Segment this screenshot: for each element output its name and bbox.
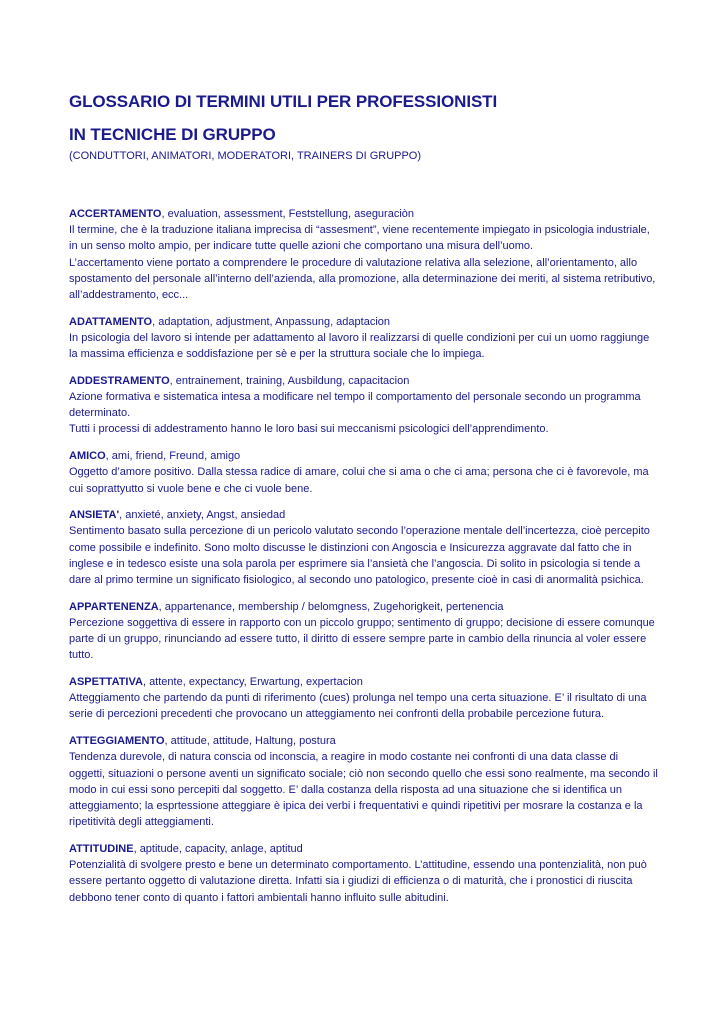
glossary-entry — [69, 674, 669, 723]
glossary-entry — [69, 448, 669, 497]
entry-translations: , attitude, attitude, Haltung, postura — [164, 735, 336, 748]
glossary-entry — [69, 314, 669, 363]
entry-translations: , ami, friend, Freund, amigo — [105, 450, 241, 463]
entry-heading — [69, 841, 669, 857]
glossary-entry — [69, 507, 669, 588]
entry-heading — [69, 733, 669, 749]
glossary-entry — [69, 206, 669, 303]
entry-term: ACCERTAMENTO — [69, 208, 162, 220]
document-subtitle: (CONDUTTORI, ANIMATORI, MODERATORI, TRAINERS DI GRUPPO) — [69, 150, 422, 162]
entry-translations: , adaptation, adjustment, Anpassung, adaptacion — [152, 315, 391, 328]
document-title-line2: IN TECNICHE DI GRUPPO — [69, 125, 276, 144]
entry-term: ASPETTATIVA — [69, 676, 143, 689]
entry-translations: , evaluation, assessment, Feststellung, aseguraciòn — [161, 208, 415, 220]
entry-heading — [69, 507, 669, 523]
entry-term: ATTITUDINE — [69, 842, 134, 855]
document-title-line1: GLOSSARIO DI TERMINI UTILI PER PROFESSIONISTI — [69, 92, 498, 111]
entry-definition: Tendenza durevole, di natura conscia od inconscia, a reagire in modo costante nei confronti di una data classe di oggetti, situazioni o persone aventi un significato sociale; ciò non secondo quello che essi sono realmente, ma secondo il modo in cui essi sono percepiti dal soggetto. E’ dalla costanza della risposta ad una situazione che si identifica un atteggiamento; la esprtessione atteggiare è ipica dei verbi i frequentativi e quindi ripetitivi per mosrare la costanza e la ripetitività degli atteggiamenti. — [69, 751, 658, 829]
entry-definition: Il termine, che è la traduzione italiana imprecisa di “assesment”, viene recentemente impiegato in psicologia industriale, in un senso molto ampio, per indicare tutte quelle azioni che comportano una misura dell’uomo. L’accertamento viene portato a comprendere le procedure di valutazione relativa alla selezione, all’orientamento, allo spostamento del personale all’interno dell’azienda, alla promozione, alla determinazione dei meriti, al sistema retributivo, all’addestramento, ecc... — [69, 224, 656, 302]
entry-heading — [69, 206, 669, 222]
entry-definition: Azione formativa e sistematica intesa a modificare nel tempo il comportamento del personale secondo un programma determinato. Tutti i processi di addestramento hanno le loro basi sui meccanismi psicologici dell’apprendimento. — [69, 391, 641, 436]
entry-term: ATTEGGIAMENTO — [69, 735, 165, 748]
entry-translations: , appartenance, membership / belomgness, Zugehorigkeit, pertenencia — [158, 600, 504, 613]
entry-definition: Sentimento basato sulla percezione di un pericolo valutato secondo l’operazione mentale dell’incertezza, cioè percepito come possibile e indefinito. Sono molto discusse le distinzioni con Angoscia e Insicurezza aggravate dal fatto che in inglese e in tedesco esiste una sola parola per esprimere sia l’ansietà che l’angoscia. Di solito in psicologia si tende a dare al primo termine un significato fisiologico, al secondo uno patologico, presente cioè in casi di anormalità psichica. — [69, 525, 650, 587]
glossary-entries — [69, 206, 669, 916]
entry-term: ADDESTRAMENTO — [69, 374, 170, 387]
entry-definition: In psicologia del lavoro si intende per adattamento al lavoro il realizzarsi di quelle condizioni per cui un uomo raggiunge la massima efficienza e soddisfazione per sè e per la struttura sociale che lo impiega. — [69, 331, 650, 361]
entry-term: ANSIETA' — [69, 509, 120, 522]
entry-heading — [69, 674, 669, 690]
glossary-entry — [69, 599, 669, 664]
glossary-entry — [69, 373, 669, 438]
entry-translations: , anxieté, anxiety, Angst, ansiedad — [119, 509, 286, 522]
entry-heading — [69, 314, 669, 330]
entry-definition: Potenzialità di svolgere presto e bene un determinato comportamento. L’attitudine, essendo una pontenzialità, non può essere pertanto oggetto di valutazione diretta. Infatti sia i giudizi di efficienza o di maturità, che i pronostici di riuscita debbono tener conto di quanto i fattori ambientali hanno influito sulle abitudini. — [69, 859, 647, 904]
entry-definition: Oggetto d’amore positivo. Dalla stessa radice di amare, colui che si ama o che ci ama; persona che ci è favorevole, ma cui soprattyutto si vuole bene e che ci vuole bene. — [69, 466, 649, 495]
entry-heading — [69, 448, 669, 464]
entry-definition: Percezione soggettiva di essere in rapporto con un piccolo gruppo; sentimento di gruppo; decisione di essere comunque parte di un gruppo, rinunciando ad essere tutto, il diritto di essere sempre parte in cambio della rinuncia al voler essere tutto. — [69, 616, 655, 662]
entry-translations: , aptitude, capacity, anlage, aptitud — [133, 842, 303, 855]
entry-term: AMICO — [69, 450, 106, 463]
glossary-entry — [69, 733, 669, 830]
entry-definition: Atteggiamento che partendo da punti di riferimento (cues) prolunga nel tempo una certa situazione. E’ il risultato di una serie di percezioni precedenti che provocano un atteggiamento nei confronti della probabile percezione futura. — [69, 692, 647, 721]
entry-translations: , entrainement, training, Ausbildung, capacitacion — [169, 374, 410, 387]
entry-heading — [69, 373, 669, 389]
entry-translations: , attente, expectancy, Erwartung, expertacion — [142, 676, 363, 689]
entry-heading — [69, 599, 669, 615]
entry-term: ADATTAMENTO — [69, 315, 153, 328]
entry-term: APPARTENENZA — [69, 600, 159, 613]
glossary-entry — [69, 841, 669, 906]
